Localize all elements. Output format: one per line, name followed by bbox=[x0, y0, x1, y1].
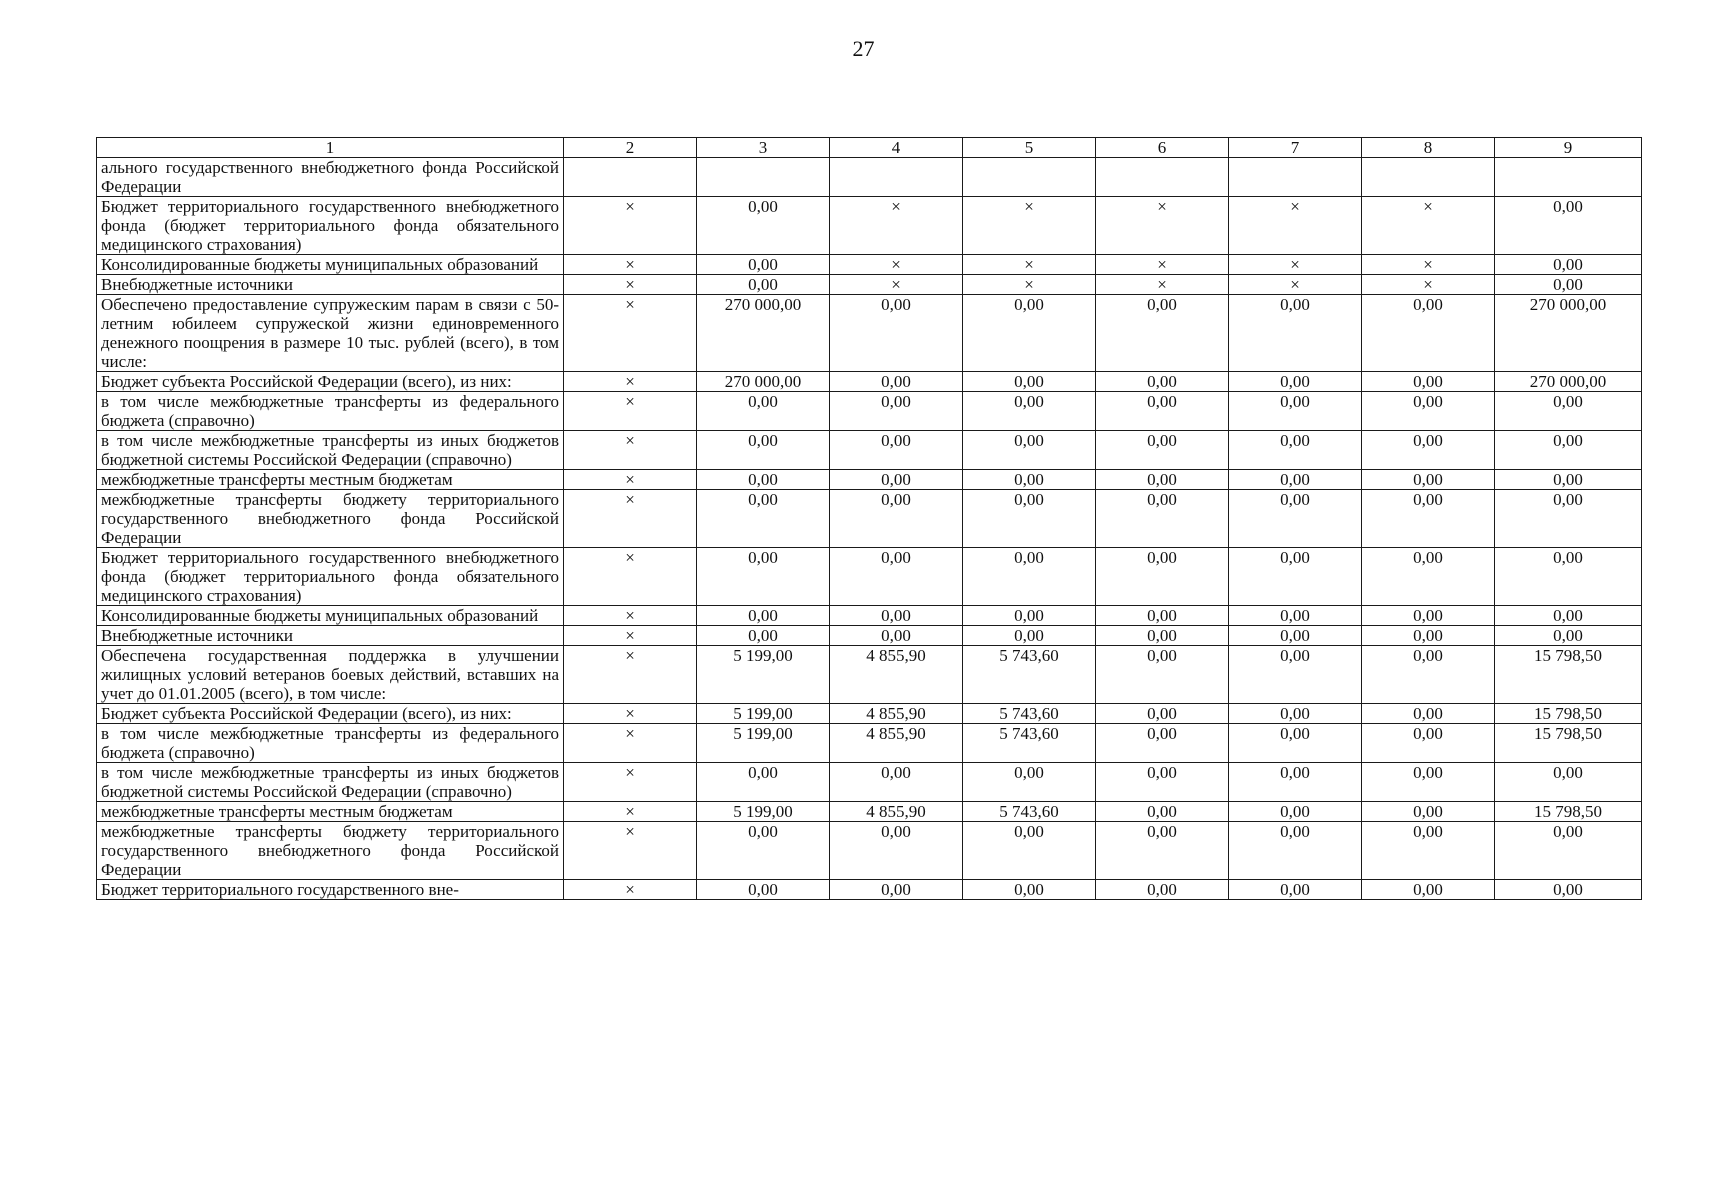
value-cell-c6: 0,00 bbox=[1096, 704, 1229, 724]
value-cell-c7: 0,00 bbox=[1229, 490, 1362, 548]
value-cell-c8: 0,00 bbox=[1362, 295, 1495, 372]
row-label-cell: Бюджет территориального государственного внебюджетного фонда (бюджет территориального фонда обязательного медицинского страхования) bbox=[97, 197, 564, 255]
value-cell-c9: 15 798,50 bbox=[1495, 646, 1642, 704]
value-cell-c8: 0,00 bbox=[1362, 763, 1495, 802]
value-cell-c4: 0,00 bbox=[830, 626, 963, 646]
value-cell-c5: 0,00 bbox=[963, 606, 1096, 626]
value-cell-c7: 0,00 bbox=[1229, 548, 1362, 606]
value-cell-c9: 15 798,50 bbox=[1495, 724, 1642, 763]
value-cell-c4: 4 855,90 bbox=[830, 646, 963, 704]
value-cell-c3: 0,00 bbox=[697, 255, 830, 275]
row-label-cell: межбюджетные трансферты местным бюджетам bbox=[97, 802, 564, 822]
value-cell-c3: 5 199,00 bbox=[697, 704, 830, 724]
value-cell-c5: 0,00 bbox=[963, 490, 1096, 548]
column-header: 8 bbox=[1362, 138, 1495, 158]
value-cell-c2: × bbox=[564, 197, 697, 255]
value-cell-c5: 5 743,60 bbox=[963, 802, 1096, 822]
value-cell-c7: 0,00 bbox=[1229, 646, 1362, 704]
value-cell-c9: 0,00 bbox=[1495, 763, 1642, 802]
row-label-cell: Обеспечено предоставление супружеским парам в связи с 50-летним юбилеем супружеской жизни единовременного денежного поощрения в размере 10 тыс. рублей (всего), в том числе: bbox=[97, 295, 564, 372]
row-label-cell: Внебюджетные источники bbox=[97, 275, 564, 295]
value-cell-c6: × bbox=[1096, 275, 1229, 295]
table-row bbox=[97, 158, 1642, 197]
column-header: 7 bbox=[1229, 138, 1362, 158]
value-cell-c5: × bbox=[963, 255, 1096, 275]
value-cell-c4: 0,00 bbox=[830, 822, 963, 880]
value-cell-c7: 0,00 bbox=[1229, 431, 1362, 470]
value-cell-c3: 5 199,00 bbox=[697, 646, 830, 704]
row-label-cell: Бюджет субъекта Российской Федерации (всего), из них: bbox=[97, 372, 564, 392]
value-cell-c2: × bbox=[564, 626, 697, 646]
row-label-cell: Бюджет субъекта Российской Федерации (всего), из них: bbox=[97, 704, 564, 724]
value-cell-c2: × bbox=[564, 470, 697, 490]
value-cell-c8: 0,00 bbox=[1362, 724, 1495, 763]
value-cell-c9: 0,00 bbox=[1495, 255, 1642, 275]
value-cell-c6: 0,00 bbox=[1096, 295, 1229, 372]
value-cell-c2: × bbox=[564, 606, 697, 626]
value-cell-c4: 4 855,90 bbox=[830, 724, 963, 763]
value-cell-c4: 0,00 bbox=[830, 392, 963, 431]
value-cell-c8: 0,00 bbox=[1362, 470, 1495, 490]
value-cell-c2: × bbox=[564, 704, 697, 724]
value-cell-c5: 0,00 bbox=[963, 392, 1096, 431]
value-cell-c4: 0,00 bbox=[830, 763, 963, 802]
column-header: 2 bbox=[564, 138, 697, 158]
value-cell-c9: 0,00 bbox=[1495, 470, 1642, 490]
value-cell-c7: 0,00 bbox=[1229, 822, 1362, 880]
value-cell-c2: × bbox=[564, 880, 697, 900]
value-cell-c4: 0,00 bbox=[830, 295, 963, 372]
value-cell-c9: 0,00 bbox=[1495, 431, 1642, 470]
value-cell-c7: 0,00 bbox=[1229, 763, 1362, 802]
value-cell-c6: 0,00 bbox=[1096, 763, 1229, 802]
value-cell-c7: 0,00 bbox=[1229, 295, 1362, 372]
column-header: 3 bbox=[697, 138, 830, 158]
value-cell-c6: 0,00 bbox=[1096, 880, 1229, 900]
value-cell-c9: 0,00 bbox=[1495, 548, 1642, 606]
value-cell-c4 bbox=[830, 158, 963, 197]
value-cell-c3 bbox=[697, 158, 830, 197]
value-cell-c9: 0,00 bbox=[1495, 822, 1642, 880]
value-cell-c6: 0,00 bbox=[1096, 548, 1229, 606]
value-cell-c9: 0,00 bbox=[1495, 626, 1642, 646]
value-cell-c2: × bbox=[564, 724, 697, 763]
value-cell-c8: 0,00 bbox=[1362, 822, 1495, 880]
value-cell-c9: 0,00 bbox=[1495, 197, 1642, 255]
table-row bbox=[97, 822, 1642, 880]
value-cell-c5: 0,00 bbox=[963, 763, 1096, 802]
value-cell-c5 bbox=[963, 158, 1096, 197]
value-cell-c3: 270 000,00 bbox=[697, 372, 830, 392]
value-cell-c3: 0,00 bbox=[697, 606, 830, 626]
value-cell-c8: 0,00 bbox=[1362, 372, 1495, 392]
value-cell-c6: 0,00 bbox=[1096, 626, 1229, 646]
table-row bbox=[97, 724, 1642, 763]
value-cell-c3: 0,00 bbox=[697, 880, 830, 900]
value-cell-c8: 0,00 bbox=[1362, 490, 1495, 548]
row-label-cell: Обеспечена государственная поддержка в улучшении жилищных условий ветеранов боевых действий, вставших на учет до 01.01.2005 (всего), в том числе: bbox=[97, 646, 564, 704]
value-cell-c2: × bbox=[564, 255, 697, 275]
value-cell-c4: 0,00 bbox=[830, 372, 963, 392]
value-cell-c9: 270 000,00 bbox=[1495, 372, 1642, 392]
value-cell-c8: 0,00 bbox=[1362, 431, 1495, 470]
value-cell-c4: × bbox=[830, 197, 963, 255]
value-cell-c6: 0,00 bbox=[1096, 606, 1229, 626]
value-cell-c9: 0,00 bbox=[1495, 606, 1642, 626]
value-cell-c3: 0,00 bbox=[697, 197, 830, 255]
value-cell-c9: 15 798,50 bbox=[1495, 802, 1642, 822]
table-row bbox=[97, 255, 1642, 275]
value-cell-c6: 0,00 bbox=[1096, 490, 1229, 548]
row-label-cell: в том числе межбюджетные трансферты из федерального бюджета (справочно) bbox=[97, 724, 564, 763]
value-cell-c3: 0,00 bbox=[697, 626, 830, 646]
value-cell-c4: × bbox=[830, 255, 963, 275]
value-cell-c2: × bbox=[564, 822, 697, 880]
value-cell-c9: 0,00 bbox=[1495, 880, 1642, 900]
row-label-cell: межбюджетные трансферты местным бюджетам bbox=[97, 470, 564, 490]
row-label-cell: Бюджет территориального государственного вне- bbox=[97, 880, 564, 900]
value-cell-c3: 0,00 bbox=[697, 392, 830, 431]
value-cell-c9: 270 000,00 bbox=[1495, 295, 1642, 372]
value-cell-c8: 0,00 bbox=[1362, 392, 1495, 431]
value-cell-c3: 0,00 bbox=[697, 470, 830, 490]
value-cell-c4: 0,00 bbox=[830, 548, 963, 606]
value-cell-c9: 0,00 bbox=[1495, 392, 1642, 431]
page-number: 27 bbox=[852, 36, 875, 61]
value-cell-c2: × bbox=[564, 372, 697, 392]
table-body bbox=[97, 158, 1642, 900]
value-cell-c2: × bbox=[564, 802, 697, 822]
value-cell-c5: × bbox=[963, 275, 1096, 295]
value-cell-c7: 0,00 bbox=[1229, 724, 1362, 763]
value-cell-c5: 0,00 bbox=[963, 431, 1096, 470]
value-cell-c8: 0,00 bbox=[1362, 802, 1495, 822]
value-cell-c7: 0,00 bbox=[1229, 626, 1362, 646]
row-label-cell: межбюджетные трансферты бюджету территориального государственного внебюджетного фонда Российской Федерации bbox=[97, 490, 564, 548]
value-cell-c3: 5 199,00 bbox=[697, 724, 830, 763]
budget-table bbox=[96, 137, 1642, 900]
value-cell-c2: × bbox=[564, 548, 697, 606]
column-header: 4 bbox=[830, 138, 963, 158]
column-header: 6 bbox=[1096, 138, 1229, 158]
value-cell-c3: 0,00 bbox=[697, 275, 830, 295]
value-cell-c6: 0,00 bbox=[1096, 646, 1229, 704]
table-row bbox=[97, 392, 1642, 431]
table-row bbox=[97, 372, 1642, 392]
value-cell-c7: 0,00 bbox=[1229, 392, 1362, 431]
row-label-cell: в том числе межбюджетные трансферты из иных бюджетов бюджетной системы Российской Федерации (справочно) bbox=[97, 763, 564, 802]
value-cell-c5: 0,00 bbox=[963, 372, 1096, 392]
value-cell-c9: 0,00 bbox=[1495, 490, 1642, 548]
value-cell-c2: × bbox=[564, 392, 697, 431]
value-cell-c4: 4 855,90 bbox=[830, 704, 963, 724]
value-cell-c2: × bbox=[564, 490, 697, 548]
value-cell-c8: 0,00 bbox=[1362, 548, 1495, 606]
table-row bbox=[97, 646, 1642, 704]
value-cell-c9: 15 798,50 bbox=[1495, 704, 1642, 724]
row-label-cell: Консолидированные бюджеты муниципальных образований bbox=[97, 606, 564, 626]
column-number-row bbox=[97, 138, 1642, 158]
row-label-cell: межбюджетные трансферты бюджету территориального государственного внебюджетного фонда Российской Федерации bbox=[97, 822, 564, 880]
row-label-cell: Консолидированные бюджеты муниципальных образований bbox=[97, 255, 564, 275]
value-cell-c3: 270 000,00 bbox=[697, 295, 830, 372]
value-cell-c3: 5 199,00 bbox=[697, 802, 830, 822]
value-cell-c6: × bbox=[1096, 255, 1229, 275]
value-cell-c2: × bbox=[564, 646, 697, 704]
value-cell-c6: × bbox=[1096, 197, 1229, 255]
value-cell-c7: 0,00 bbox=[1229, 470, 1362, 490]
table-row bbox=[97, 880, 1642, 900]
row-label-cell: в том числе межбюджетные трансферты из иных бюджетов бюджетной системы Российской Федерации (справочно) bbox=[97, 431, 564, 470]
value-cell-c8: 0,00 bbox=[1362, 646, 1495, 704]
table-row bbox=[97, 802, 1642, 822]
value-cell-c7: × bbox=[1229, 197, 1362, 255]
value-cell-c7: × bbox=[1229, 275, 1362, 295]
table-row bbox=[97, 606, 1642, 626]
value-cell-c2: × bbox=[564, 431, 697, 470]
value-cell-c6: 0,00 bbox=[1096, 431, 1229, 470]
value-cell-c7: 0,00 bbox=[1229, 880, 1362, 900]
value-cell-c6 bbox=[1096, 158, 1229, 197]
table-row bbox=[97, 295, 1642, 372]
value-cell-c4: 4 855,90 bbox=[830, 802, 963, 822]
table-row bbox=[97, 431, 1642, 470]
value-cell-c2 bbox=[564, 158, 697, 197]
value-cell-c2: × bbox=[564, 275, 697, 295]
value-cell-c2: × bbox=[564, 763, 697, 802]
value-cell-c3: 0,00 bbox=[697, 763, 830, 802]
value-cell-c6: 0,00 bbox=[1096, 392, 1229, 431]
value-cell-c4: 0,00 bbox=[830, 470, 963, 490]
value-cell-c2: × bbox=[564, 295, 697, 372]
value-cell-c7: × bbox=[1229, 255, 1362, 275]
value-cell-c6: 0,00 bbox=[1096, 802, 1229, 822]
table-row bbox=[97, 490, 1642, 548]
value-cell-c7: 0,00 bbox=[1229, 372, 1362, 392]
row-label-cell: ального государственного внебюджетного фонда Российской Федерации bbox=[97, 158, 564, 197]
value-cell-c5: × bbox=[963, 197, 1096, 255]
value-cell-c9 bbox=[1495, 158, 1642, 197]
value-cell-c6: 0,00 bbox=[1096, 724, 1229, 763]
value-cell-c5: 0,00 bbox=[963, 548, 1096, 606]
value-cell-c7: 0,00 bbox=[1229, 704, 1362, 724]
value-cell-c3: 0,00 bbox=[697, 548, 830, 606]
value-cell-c6: 0,00 bbox=[1096, 822, 1229, 880]
table-row bbox=[97, 197, 1642, 255]
value-cell-c8: × bbox=[1362, 197, 1495, 255]
value-cell-c8: 0,00 bbox=[1362, 606, 1495, 626]
value-cell-c5: 0,00 bbox=[963, 470, 1096, 490]
value-cell-c5: 5 743,60 bbox=[963, 704, 1096, 724]
table-row bbox=[97, 275, 1642, 295]
value-cell-c4: 0,00 bbox=[830, 606, 963, 626]
value-cell-c5: 0,00 bbox=[963, 626, 1096, 646]
value-cell-c5: 5 743,60 bbox=[963, 646, 1096, 704]
value-cell-c8: 0,00 bbox=[1362, 626, 1495, 646]
value-cell-c8: 0,00 bbox=[1362, 880, 1495, 900]
table-row bbox=[97, 470, 1642, 490]
value-cell-c6: 0,00 bbox=[1096, 372, 1229, 392]
value-cell-c3: 0,00 bbox=[697, 431, 830, 470]
value-cell-c5: 0,00 bbox=[963, 822, 1096, 880]
value-cell-c8: 0,00 bbox=[1362, 704, 1495, 724]
column-header: 5 bbox=[963, 138, 1096, 158]
value-cell-c3: 0,00 bbox=[697, 822, 830, 880]
value-cell-c8: × bbox=[1362, 275, 1495, 295]
column-header: 9 bbox=[1495, 138, 1642, 158]
value-cell-c4: × bbox=[830, 275, 963, 295]
table-row bbox=[97, 548, 1642, 606]
value-cell-c4: 0,00 bbox=[830, 490, 963, 548]
value-cell-c3: 0,00 bbox=[697, 490, 830, 548]
value-cell-c6: 0,00 bbox=[1096, 470, 1229, 490]
table-row bbox=[97, 763, 1642, 802]
row-label-cell: Бюджет территориального государственного внебюджетного фонда (бюджет территориального фонда обязательного медицинского страхования) bbox=[97, 548, 564, 606]
row-label-cell: Внебюджетные источники bbox=[97, 626, 564, 646]
value-cell-c5: 0,00 bbox=[963, 295, 1096, 372]
value-cell-c8 bbox=[1362, 158, 1495, 197]
value-cell-c7: 0,00 bbox=[1229, 606, 1362, 626]
row-label-cell: в том числе межбюджетные трансферты из федерального бюджета (справочно) bbox=[97, 392, 564, 431]
value-cell-c7: 0,00 bbox=[1229, 802, 1362, 822]
value-cell-c8: × bbox=[1362, 255, 1495, 275]
value-cell-c5: 0,00 bbox=[963, 880, 1096, 900]
table-row bbox=[97, 626, 1642, 646]
value-cell-c5: 5 743,60 bbox=[963, 724, 1096, 763]
value-cell-c7 bbox=[1229, 158, 1362, 197]
table-row bbox=[97, 704, 1642, 724]
column-header: 1 bbox=[97, 138, 564, 158]
value-cell-c9: 0,00 bbox=[1495, 275, 1642, 295]
value-cell-c4: 0,00 bbox=[830, 431, 963, 470]
value-cell-c4: 0,00 bbox=[830, 880, 963, 900]
